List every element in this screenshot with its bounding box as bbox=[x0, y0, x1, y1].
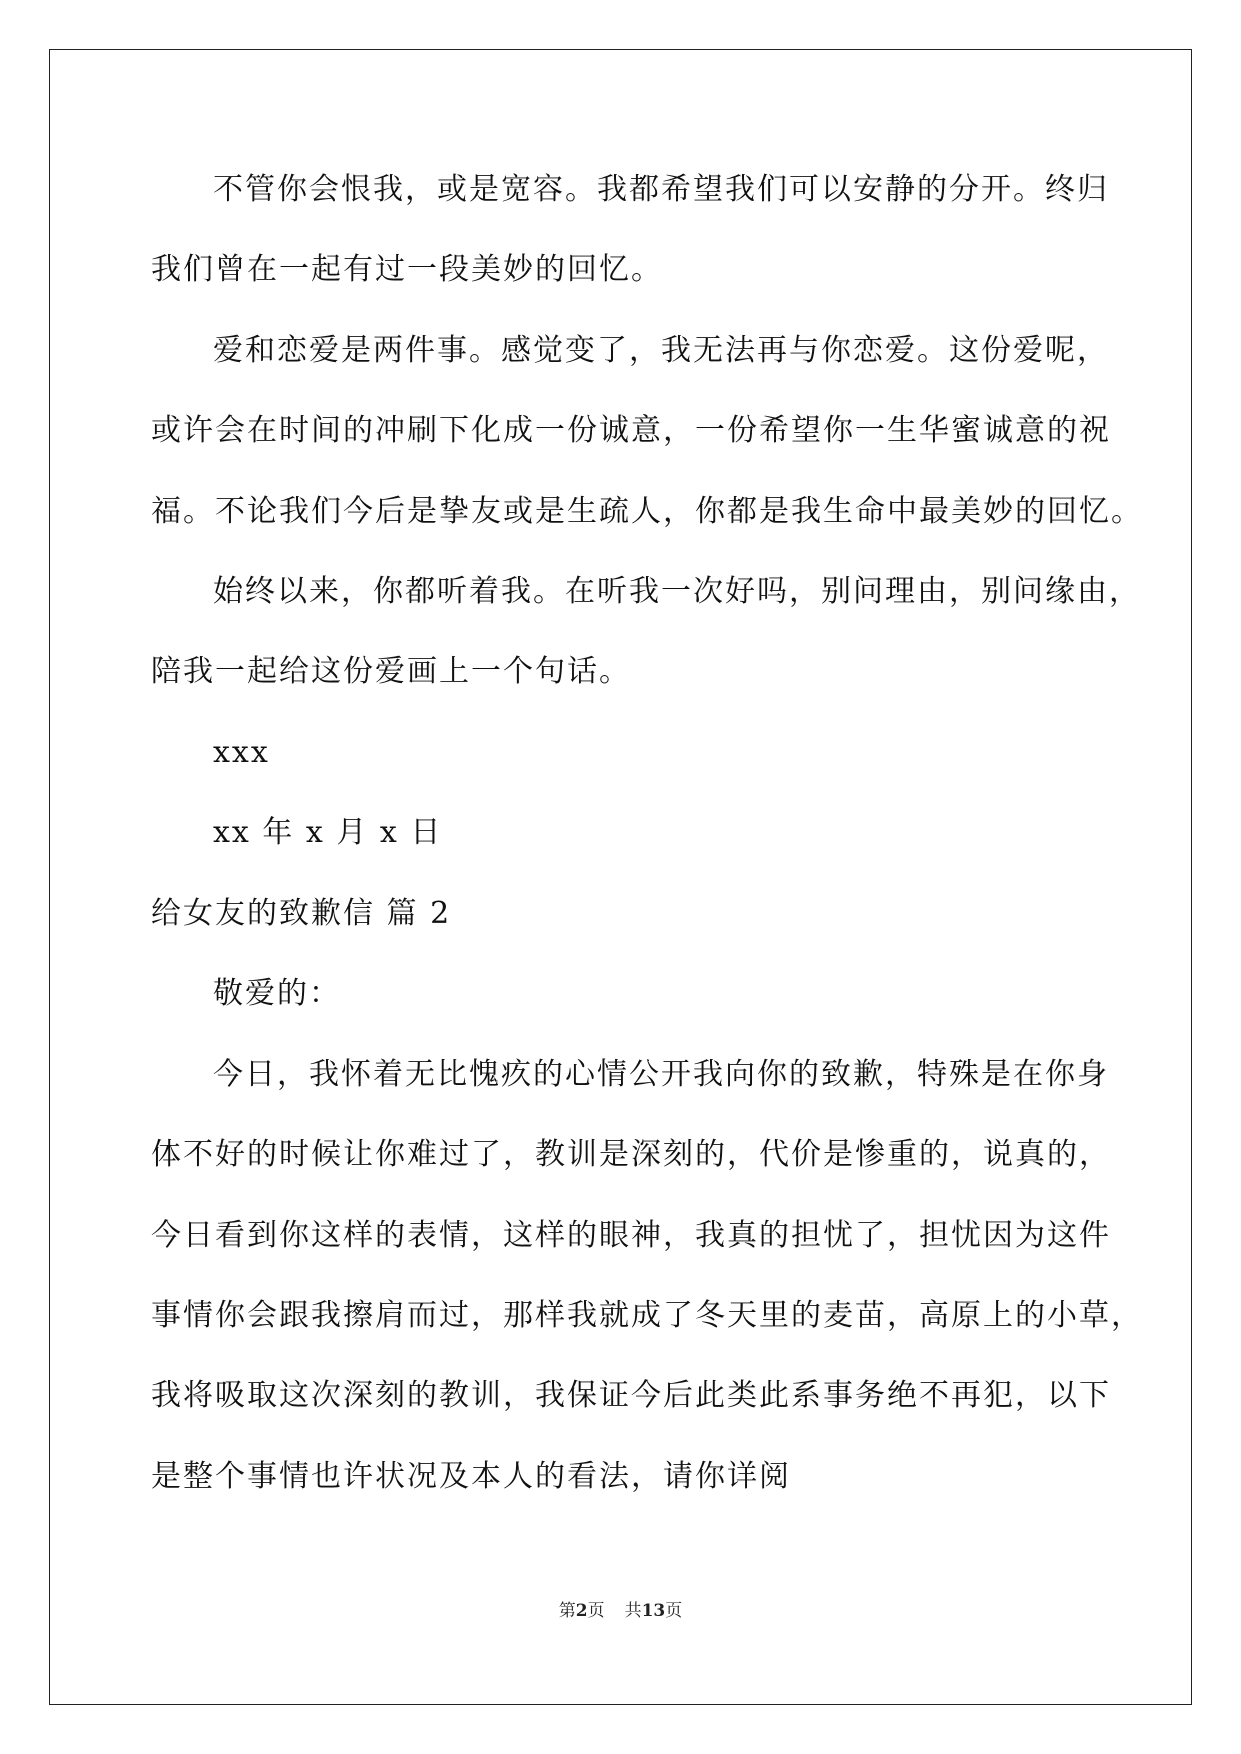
body-line: 今日看到你这样的表情，这样的眼神，我真的担忧了，担忧因为这件 bbox=[151, 1218, 1111, 1253]
body-line: 始终以来，你都听着我。在听我一次好吗，别问理由，别问缘由， bbox=[213, 574, 1141, 609]
body-line: 不管你会恨我，或是宽容。我都希望我们可以安静的分开。终归 bbox=[213, 172, 1109, 207]
total-prefix: 共 bbox=[624, 1601, 642, 1621]
page-total: 13 bbox=[641, 1601, 666, 1621]
body-line: 我将吸取这次深刻的教训，我保证今后此类此系事务绝不再犯，以下 bbox=[151, 1378, 1111, 1413]
body-line: 是整个事情也许状况及本人的看法，请你详阅 bbox=[151, 1459, 791, 1494]
signature-name: xxx bbox=[213, 735, 270, 770]
page-prefix: 第 bbox=[558, 1601, 576, 1621]
body-line: 陪我一起给这份爱画上一个句话。 bbox=[151, 654, 631, 689]
body-line: 爱和恋爱是两件事。感觉变了，我无法再与你恋爱。这份爱呢， bbox=[213, 333, 1109, 368]
page-footer bbox=[0, 1600, 1241, 1622]
body-line: 事情你会跟我擦肩而过，那样我就成了冬天里的麦苗，高原上的小草， bbox=[151, 1298, 1143, 1333]
page-number: 2 bbox=[575, 1601, 588, 1621]
body-line: 或许会在时间的冲刷下化成一份诚意，一份希望你一生华蜜诚意的祝 bbox=[151, 413, 1111, 448]
total-unit: 页 bbox=[665, 1601, 683, 1621]
signature-date: xx 年 x 月 x 日 bbox=[213, 815, 443, 850]
body-line: 我们曾在一起有过一段美妙的回忆。 bbox=[151, 252, 663, 287]
salutation: 敬爱的： bbox=[213, 976, 341, 1011]
body-line: 今日，我怀着无比愧疚的心情公开我向你的致歉，特殊是在你身 bbox=[213, 1057, 1109, 1092]
body-line: 体不好的时候让你难过了，教训是深刻的，代价是惨重的，说真的， bbox=[151, 1137, 1111, 1172]
section-heading: 给女友的致歉信 篇 2 bbox=[151, 896, 452, 931]
body-line: 福。不论我们今后是挚友或是生疏人，你都是我生命中最美妙的回忆。 bbox=[151, 494, 1143, 529]
page-unit: 页 bbox=[587, 1601, 605, 1621]
